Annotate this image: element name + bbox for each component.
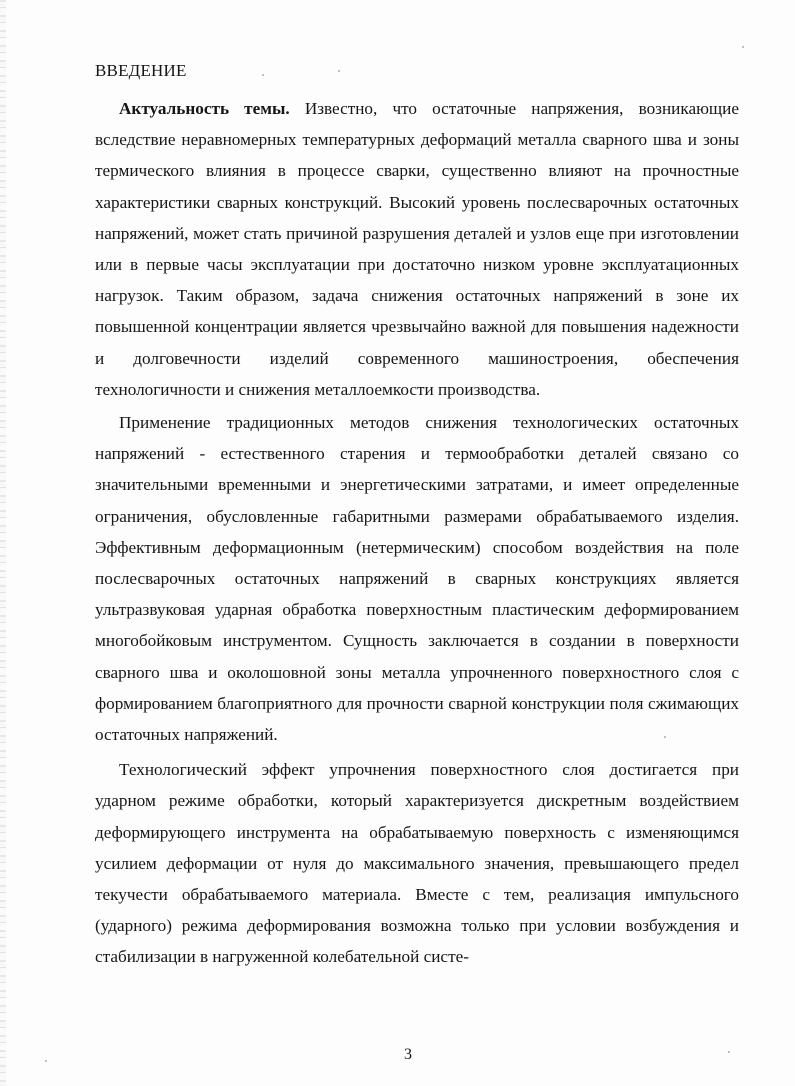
scan-speck [338,70,340,72]
paragraph-methods: Применение традиционных методов снижения технологических остаточных напряжений - естественного старения и термообработки деталей связано со значительными временными и энергетическими затратами, и имеет определенные ограничения, обусловленные габаритными размерами обрабатываемого изделия. Эффективным деформационным (нетермическим) способом воздействия на поле послесварочных остаточных напряжений в сварных конструкциях является ультразвуковая ударная обработка поверхностным пластическим деформированием многобойковым инструментом. Сущность заключается в создании в поверхности сварного шва и околошовной зоны металла упрочненного поверхностного слоя с формированием благоприятного для прочности сварной конструкции поля сжимающих остаточных напряжений. [95,413,739,745]
paragraph-relevance [95,93,739,405]
scan-speck [45,1060,47,1062]
paragraph-effect: Технологический эффект упрочнения поверхностного слоя достигается при ударном режиме обработки, который характеризуется дискретным воздействием деформирующего инструмента на обрабатываемую поверхность с изменяющимся усилием деформации от нуля до максимального значения, превышающего предел текучести обрабатываемого материала. Вместе с тем, реализация импульсного (ударного) режима деформирования возможна только при условии возбуждения и стабилизации в нагруженной колебательной систе- [95,760,739,967]
body-text [95,93,739,973]
scan-speck [742,46,744,48]
page-number: 3 [404,1046,412,1063]
scan-speck [728,1051,730,1053]
section-heading: ВВЕДЕНИЕ [95,61,187,80]
scan-speck [262,74,264,76]
scan-edge [0,0,6,1086]
paragraph-lead: Актуальность темы. [119,99,290,118]
paragraph-text: Известно, что остаточные напряжения, возникающие вследствие неравномерных температурных деформаций металла сварного шва и зоны термического влияния в процессе сварки, существенно влияют на прочностные характеристики сварных конструкций. Высокий уровень послесварочных остаточных напряжений, может стать причиной разрушения деталей и узлов еще при изготовлении или в первые часы эксплуатации при достаточно низком уровне эксплуатационных нагрузок. Таким образом, задача снижения остаточных напряжений в зоне их повышенной концентрации является чрезвычайно важной для повышения надежности и долговечности изделий современного машиностроения, обеспечения технологичности и снижения металлоемкости производства. [95,99,739,399]
scan-speck [664,736,666,738]
